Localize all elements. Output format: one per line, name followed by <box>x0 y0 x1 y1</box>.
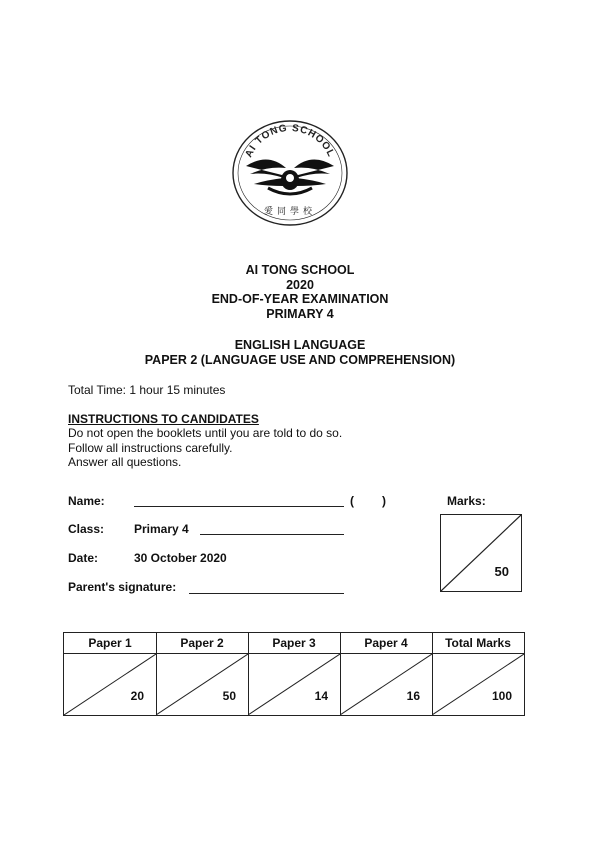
diagonal-line-icon <box>441 515 521 591</box>
paper4-header: Paper 4 <box>364 636 408 650</box>
diagonal-line-icon <box>64 654 156 715</box>
class-field[interactable] <box>200 534 344 535</box>
marks-total: 50 <box>494 564 509 579</box>
column-divider <box>432 633 433 715</box>
index-paren-close: ) <box>382 494 386 508</box>
seal-text: AI TONG SCHOOL <box>243 122 337 160</box>
name-field[interactable] <box>134 506 344 507</box>
total-time: Total Time: 1 hour 15 minutes <box>68 383 226 397</box>
instruction-item: Follow all instructions carefully. <box>68 440 233 455</box>
score-table <box>63 632 525 716</box>
school-name: AI TONG SCHOOL <box>245 263 355 277</box>
paper2-score: 50 <box>222 689 236 703</box>
paper1-score-cell <box>64 654 156 715</box>
class-value: Primary 4 <box>134 522 189 536</box>
column-divider <box>248 633 249 715</box>
subject-title-block <box>0 338 600 367</box>
school-logo <box>228 116 352 230</box>
parent-signature-field[interactable] <box>189 593 344 594</box>
paper4-score-cell <box>340 654 432 715</box>
diagonal-line-icon <box>340 654 432 715</box>
paper2-header: Paper 2 <box>180 636 224 650</box>
instruction-item: Do not open the booklets until you are told to do so. <box>68 426 343 440</box>
exam-year: 2020 <box>286 277 314 292</box>
paper4-score: 16 <box>406 689 420 703</box>
paper3-header: Paper 3 <box>272 636 316 650</box>
diagonal-line-icon <box>248 654 340 715</box>
instructions-heading: INSTRUCTIONS TO CANDIDATES <box>68 412 259 426</box>
marks-box <box>440 514 522 592</box>
total-marks-cell <box>432 654 524 715</box>
column-divider <box>340 633 341 715</box>
total-marks-score: 100 <box>491 689 512 703</box>
paper1-score: 20 <box>130 689 144 703</box>
name-label: Name: <box>68 494 105 508</box>
instruction-item: Answer all questions. <box>68 455 182 469</box>
paper3-score-cell <box>248 654 340 715</box>
date-label: Date: <box>68 551 99 565</box>
diagonal-line-icon <box>156 654 248 715</box>
exam-name: END-OF-YEAR EXAMINATION <box>211 292 389 306</box>
class-label: Class: <box>68 522 105 536</box>
instructions-list <box>68 426 342 470</box>
diagonal-line-icon <box>432 654 524 715</box>
total-marks-header: Total Marks <box>445 636 511 650</box>
exam-title-block <box>0 263 600 321</box>
index-paren-open: ( <box>350 494 354 508</box>
subject-name: ENGLISH LANGUAGE <box>234 338 366 352</box>
exam-level: PRIMARY 4 <box>266 306 334 321</box>
paper2-score-cell <box>156 654 248 715</box>
paper1-header: Paper 1 <box>88 636 132 650</box>
date-value: 30 October 2020 <box>134 551 227 565</box>
parent-signature-label: Parent's signature: <box>68 580 177 594</box>
paper-name: PAPER 2 (LANGUAGE USE AND COMPREHENSION) <box>144 352 456 367</box>
school-crest-icon <box>228 116 352 230</box>
paper3-score: 14 <box>314 689 328 703</box>
seal-chinese-text: 愛同學校 <box>263 207 317 217</box>
svg-text:AI TONG SCHOOL <box>243 123 336 159</box>
column-divider <box>156 633 157 715</box>
marks-label: Marks: <box>447 494 486 508</box>
